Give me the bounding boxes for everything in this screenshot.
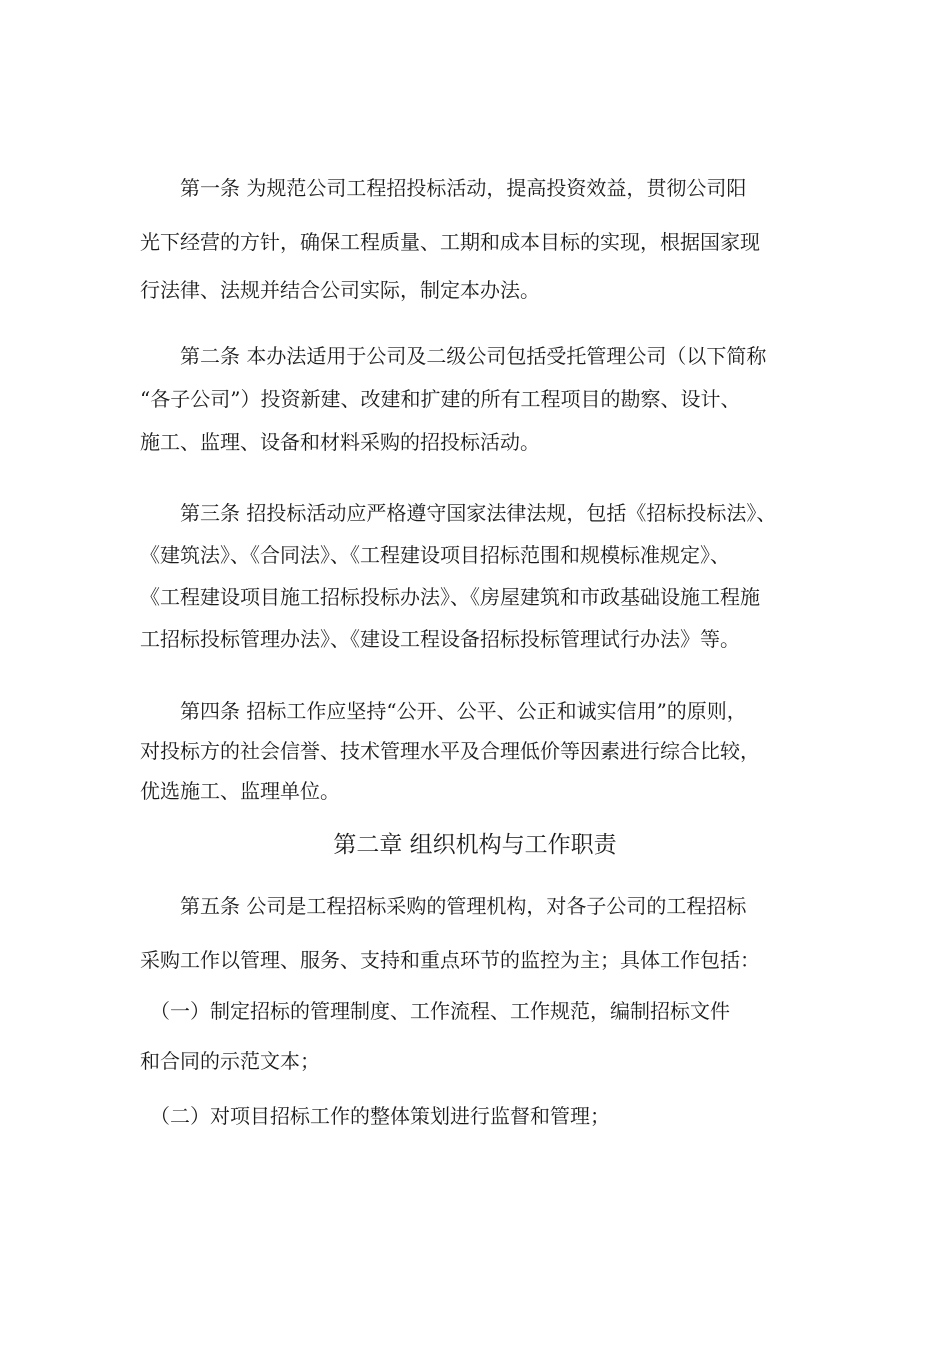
article-3 (140, 500, 820, 652)
article-3-line-3: 《工程建设项目施工招标投标办法》、《房屋建筑和市政基础设施工程施 (140, 585, 760, 609)
chapter-heading: 第二章 组织机构与工作职责 (333, 832, 617, 858)
article-1-line-2: 光下经营的方针，确保工程质量、工期和成本目标的实现，根据国家现 (140, 230, 760, 254)
article-5-line-1: 第五条 公司是工程招标采购的管理机构，对各子公司的工程招标 (140, 894, 747, 918)
article-4 (140, 698, 820, 804)
article-2-line-3: 施工、监理、设备和材料采购的招投标活动。 (140, 430, 540, 454)
article-4-line-1: 第四条 招标工作应坚持“公开、公平、公正和诚实信用”的原则， (140, 699, 747, 723)
article-3-line-4: 工招标投标管理办法》、《建设工程设备招标投标管理试行办法》等。 (140, 627, 740, 651)
article-4-line-3: 优选施工、监理单位。 (140, 779, 340, 803)
article-4-line-2: 对投标方的社会信誉、技术管理水平及合理低价等因素进行综合比较， (140, 739, 760, 763)
article-3-line-2: 《建筑法》、《合同法》、《工程建设项目招标范围和规模标准规定》、 (140, 543, 730, 567)
article-2-line-2: “各子公司”）投资新建、改建和扩建的所有工程项目的勘察、设计、 (140, 387, 741, 411)
item-2-line-1: （二）对项目招标工作的整体策划进行监督和管理； (140, 1104, 610, 1128)
item-1-line-1: （一）制定招标的管理制度、工作流程、工作规范，编制招标文件 (140, 999, 730, 1023)
article-2-line-1: 第二条 本办法适用于公司及二级公司包括受托管理公司（以下简称 (140, 344, 767, 368)
article-5 (140, 893, 820, 973)
item-1-line-2: 和合同的示范文本； (140, 1049, 320, 1073)
article-3-line-1: 第三条 招投标活动应严格遵守国家法律法规，包括《招标投标法》、 (140, 501, 777, 525)
article-1-line-3: 行法律、法规并结合公司实际，制定本办法。 (140, 278, 540, 302)
article-2 (140, 343, 820, 455)
item-1 (140, 998, 820, 1074)
article-1 (140, 175, 820, 303)
item-2 (140, 1103, 820, 1129)
article-5-line-2: 采购工作以管理、服务、支持和重点环节的监控为主；具体工作包括： (140, 948, 760, 972)
article-1-line-1: 第一条 为规范公司工程招投标活动，提高投资效益，贯彻公司阳 (140, 176, 747, 200)
